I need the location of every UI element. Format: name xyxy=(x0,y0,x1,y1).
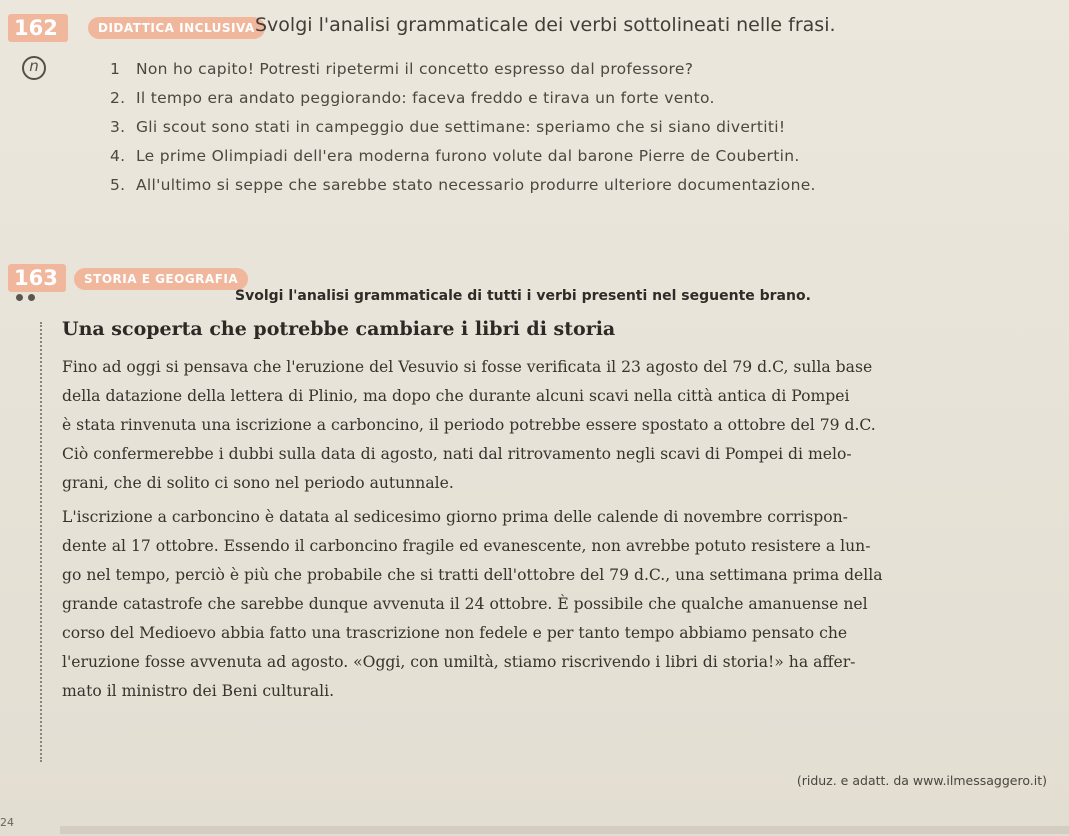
passage-line: go nel tempo, perciò è più che probabile che si tratti dell'ottobre del 79 d.C., una settimana prima della xyxy=(62,566,883,584)
exercise-163-number: 163 xyxy=(8,264,66,292)
passage-line: Fino ad oggi si pensava che l'eruzione del Vesuvio si fosse verificata il 23 agosto del 79 d.C, sulla base xyxy=(62,358,873,376)
sentence-text: Il tempo era andato peggiorando: faceva freddo e tirava un forte vento. xyxy=(136,89,715,107)
storia-e-geografia-tag: STORIA E GEOGRAFIA xyxy=(74,268,248,290)
sentence-text: Le prime Olimpiadi dell'era moderna furono volute dal barone Pierre de Coubertin. xyxy=(136,147,800,165)
passage-line: dente al 17 ottobre. Essendo il carboncino fragile ed evanescente, non avrebbe potuto resistere a lun- xyxy=(62,537,871,555)
passage-line: corso del Medioevo abbia fatto una trascrizione non fedele e per tanto tempo abbiamo pensato che xyxy=(62,624,848,642)
exercise-162-number: 162 xyxy=(8,14,68,42)
passage-line: è stata rinvenuta una iscrizione a carboncino, il periodo potrebbe essere spostato a ottobre del 79 d.C. xyxy=(62,416,876,434)
sentence-number: 4. xyxy=(110,147,126,165)
sentence-item xyxy=(110,176,816,194)
inclusive-n-icon xyxy=(22,56,46,80)
passage-line: mato il ministro dei Beni culturali. xyxy=(62,682,335,700)
sentence-number: 5. xyxy=(110,176,126,194)
pair-work-icon xyxy=(14,294,42,304)
didattica-inclusiva-tag: DIDATTICA INCLUSIVA xyxy=(88,17,265,39)
page-number-fragment: 24 xyxy=(0,816,14,829)
sentence-item xyxy=(110,118,785,136)
passage-line: della datazione della lettera di Plinio, ma dopo che durante alcuni scavi nella città antica di Pompei xyxy=(62,387,850,405)
passage-margin-rule xyxy=(40,322,42,762)
page-bottom-strip xyxy=(60,826,1069,834)
n-icon-letter: n xyxy=(29,57,39,75)
passage-line: Ciò confermerebbe i dubbi sulla data di agosto, nati dal ritrovamento negli scavi di Pompei di melo- xyxy=(62,445,852,463)
sentence-text: All'ultimo si seppe che sarebbe stato necessario produrre ulteriore documentazione. xyxy=(136,176,816,194)
exercise-162-instruction: Svolgi l'analisi grammaticale dei verbi sottolineati nelle frasi. xyxy=(255,14,836,36)
sentence-item xyxy=(110,60,693,78)
passage-line: L'iscrizione a carboncino è datata al sedicesimo giorno prima delle calende di novembre corrispon- xyxy=(62,508,848,526)
sentence-item xyxy=(110,89,715,107)
passage-title: Una scoperta che potrebbe cambiare i libri di storia xyxy=(62,318,616,340)
passage-line: grani, che di solito ci sono nel periodo autunnale. xyxy=(62,474,454,492)
exercise-163-instruction: Svolgi l'analisi grammaticale di tutti i verbi presenti nel seguente brano. xyxy=(235,288,811,304)
passage-line: grande catastrofe che sarebbe dunque avvenuta il 24 ottobre. È possibile che qualche amanuense nel xyxy=(62,595,868,613)
sentence-number: 2. xyxy=(110,89,126,107)
passage-source: (riduz. e adatt. da www.ilmessaggero.it) xyxy=(796,773,1047,788)
sentence-number: 3. xyxy=(110,118,126,136)
sentence-text: Non ho capito! Potresti ripetermi il concetto espresso dal professore? xyxy=(136,60,694,78)
sentence-number: 1 xyxy=(110,60,121,78)
passage-line: l'eruzione fosse avvenuta ad agosto. «Oggi, con umiltà, stiamo riscrivendo i libri di storia!» ha affer- xyxy=(62,653,856,671)
sentence-text: Gli scout sono stati in campeggio due settimane: speriamo che si siano divertiti! xyxy=(136,118,786,136)
sentence-item xyxy=(110,147,800,165)
